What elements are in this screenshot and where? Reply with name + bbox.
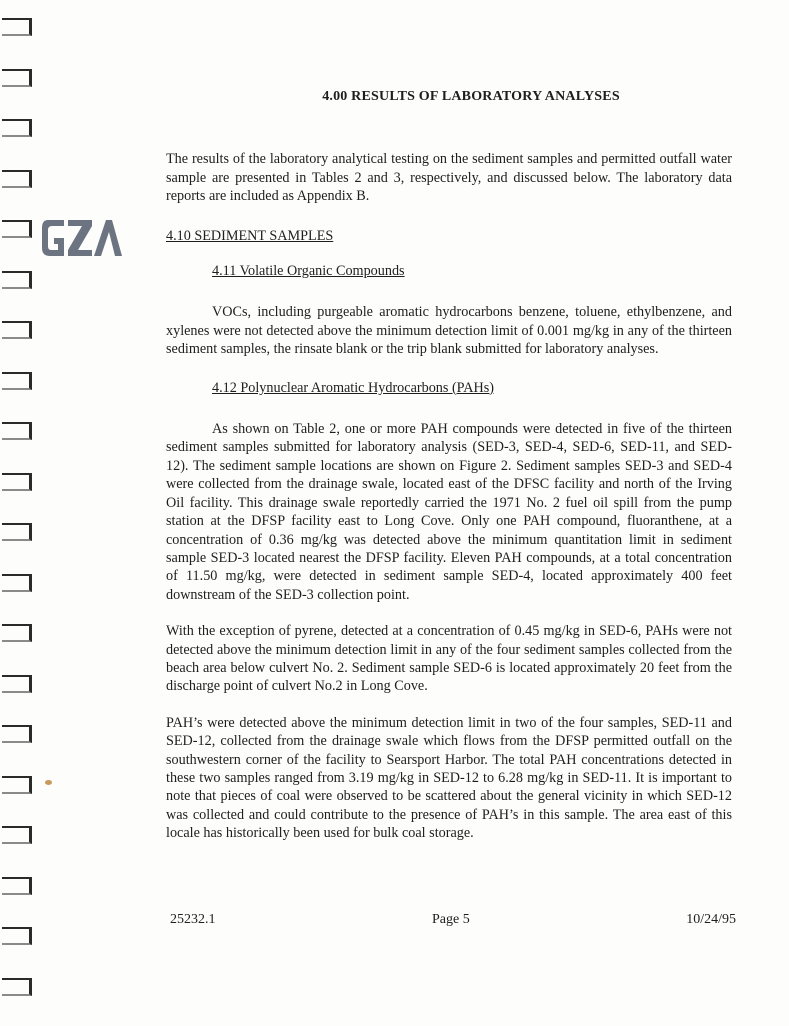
binding-ring xyxy=(2,170,32,188)
binding-ring xyxy=(2,776,32,794)
vocs-paragraph: VOCs, including purgeable aromatic hydrocarbons benzene, toluene, ethylbenzene, and xylenes were not detected above the minimum detection limit of 0.001 mg/kg in any of the thirteen sediment samples, the rinsate blank or the trip blank submitted for laboratory analyses. xyxy=(166,304,732,358)
page-title: 4.00 RESULTS OF LABORATORY ANALYSES xyxy=(322,89,620,104)
subsection-heading-vocs: 4.11 Volatile Organic Compounds xyxy=(212,263,405,280)
document-date: 10/24/95 xyxy=(686,912,736,927)
pahs-paragraph-1: As shown on Table 2, one or more PAH compounds were detected in five of the thirteen sediment samples submitted for laboratory analysis (SED-3, SED-4, SED-6, SED-11, and SED-12). The sediment sample locations are shown on Figure 2. Sediment samples SED-3 and SED-4 were collected from the drainage swale, located east of the DFSC facility and north of the Irving Oil facility. This drainage swale reportedly carried the 1971 No. 2 fuel oil spill from the pump station at the DFSP facility east to Long Cove. Only one PAH compound, fluoranthene, at a concentration of 0.36 mg/kg was detected above the minimum quantitation limit in sediment sample SED-3 located nearest the DFSP facility. Eleven PAH compounds, at a total concentration of 11.50 mg/kg, were detected in sediment sample SED-4, located approximately 400 feet downstream of the SED-3 collection point. xyxy=(166,421,732,603)
binding-ring xyxy=(2,271,32,289)
pahs-paragraph-3: PAH’s were detected above the minimum detection limit in two of the four samples, SED-11 and SED-12, collected from the drainage swale which flows from the DFSP permitted outfall on the southwestern corner of the facility to Searsport Harbor. The total PAH concentrations detected in these two samples ranged from 3.19 mg/kg in SED-12 to 6.28 mg/kg in SED-11. It is important to note that pieces of coal were observed to be scattered about the general vicinity in which SED-12 was collected and could contribute to the presence of PAH’s in this sample. The area east of this locale has historically been used for bulk coal storage. xyxy=(166,714,732,842)
binding-ring xyxy=(2,321,32,339)
gza-logo-icon xyxy=(40,216,122,260)
binding-ring xyxy=(2,220,32,238)
binding-ring xyxy=(2,473,32,491)
binding-ring xyxy=(2,877,32,895)
binding-ring xyxy=(2,826,32,844)
binding-ring xyxy=(2,523,32,541)
binding-ring xyxy=(2,624,32,642)
binding-ring xyxy=(2,725,32,743)
binding-ring xyxy=(2,372,32,390)
binding-ring xyxy=(2,978,32,996)
paper-mark xyxy=(45,780,52,785)
intro-paragraph: The results of the laboratory analytical testing on the sediment samples and permitted outfall water sample are presented in Tables 2 and 3, respectively, and discussed below. The laboratory data reports are included as Appendix B. xyxy=(166,151,732,205)
pahs-paragraph-2: With the exception of pyrene, detected at a concentration of 0.45 mg/kg in SED-6, PAHs were not detected above the minimum detection limit in any of the four sediment samples collected from the beach area below culvert No. 2. Sediment sample SED-6 is located approximately 20 feet from the discharge point of culvert No.2 in Long Cove. xyxy=(166,623,732,695)
binding-ring xyxy=(2,69,32,87)
spiral-binding xyxy=(0,18,40,1018)
page-number: Page 5 xyxy=(432,912,470,927)
section-heading: 4.10 SEDIMENT SAMPLES xyxy=(166,227,334,244)
subsection-heading-pahs: 4.12 Polynuclear Aromatic Hydrocarbons (PAHs) xyxy=(212,379,494,396)
document-body xyxy=(166,88,732,843)
binding-ring xyxy=(2,574,32,592)
binding-ring xyxy=(2,422,32,440)
binding-ring xyxy=(2,927,32,945)
binding-ring xyxy=(2,119,32,137)
page-footer xyxy=(170,912,736,932)
binding-ring xyxy=(2,18,32,36)
document-number: 25232.1 xyxy=(170,912,216,927)
binding-ring xyxy=(2,675,32,693)
